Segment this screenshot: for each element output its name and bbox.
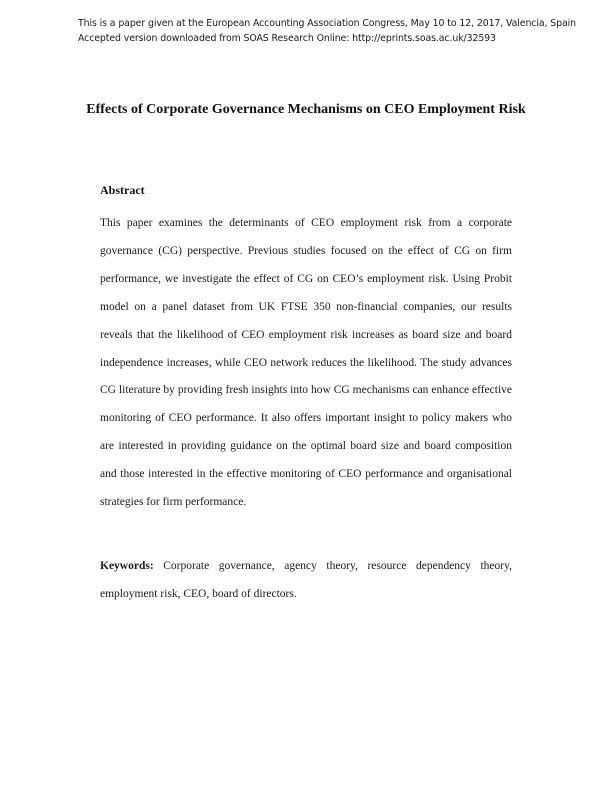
abstract-body: This paper examines the determinants of CEO employment risk from a corporate governance (CG) perspective. Previous studies focused on the effect of CG on firm performance, we investigate the effect of CG on CEO’s employment risk. Using Probit model on a panel dataset from UK FTSE 350 non-financial companies, our results reveals that the likelihood of CEO employment risk increases as board size and board independence increases, while CEO network reduces the likelihood. The study advances CG literature by providing fresh insights into how CG mechanisms can enhance effective monitoring of CEO performance. It also offers important insight to policy makers who are interested in providing guidance on the optimal board size and board composition and those interested in the effective monitoring of CEO performance and organisational strategies for firm performance. — [100, 217, 512, 509]
keywords-text: Corporate governance, agency theory, resource dependency theory, employment risk, CEO, board of directors. — [100, 560, 512, 600]
header-repository-line: Accepted version downloaded from SOAS Research Online: http://eprints.soas.ac.uk/32593 — [78, 33, 496, 44]
keywords-label: Keywords: — [100, 560, 154, 572]
paper-title: Effects of Corporate Governance Mechanisms on CEO Employment Risk — [86, 102, 526, 117]
abstract-heading: Abstract — [100, 183, 145, 197]
keywords-paragraph — [100, 553, 512, 608]
repository-header — [78, 16, 578, 46]
header-conference-line: This is a paper given at the European Accounting Association Congress, May 10 to 12, 2017, Valencia, Spain — [78, 18, 576, 29]
